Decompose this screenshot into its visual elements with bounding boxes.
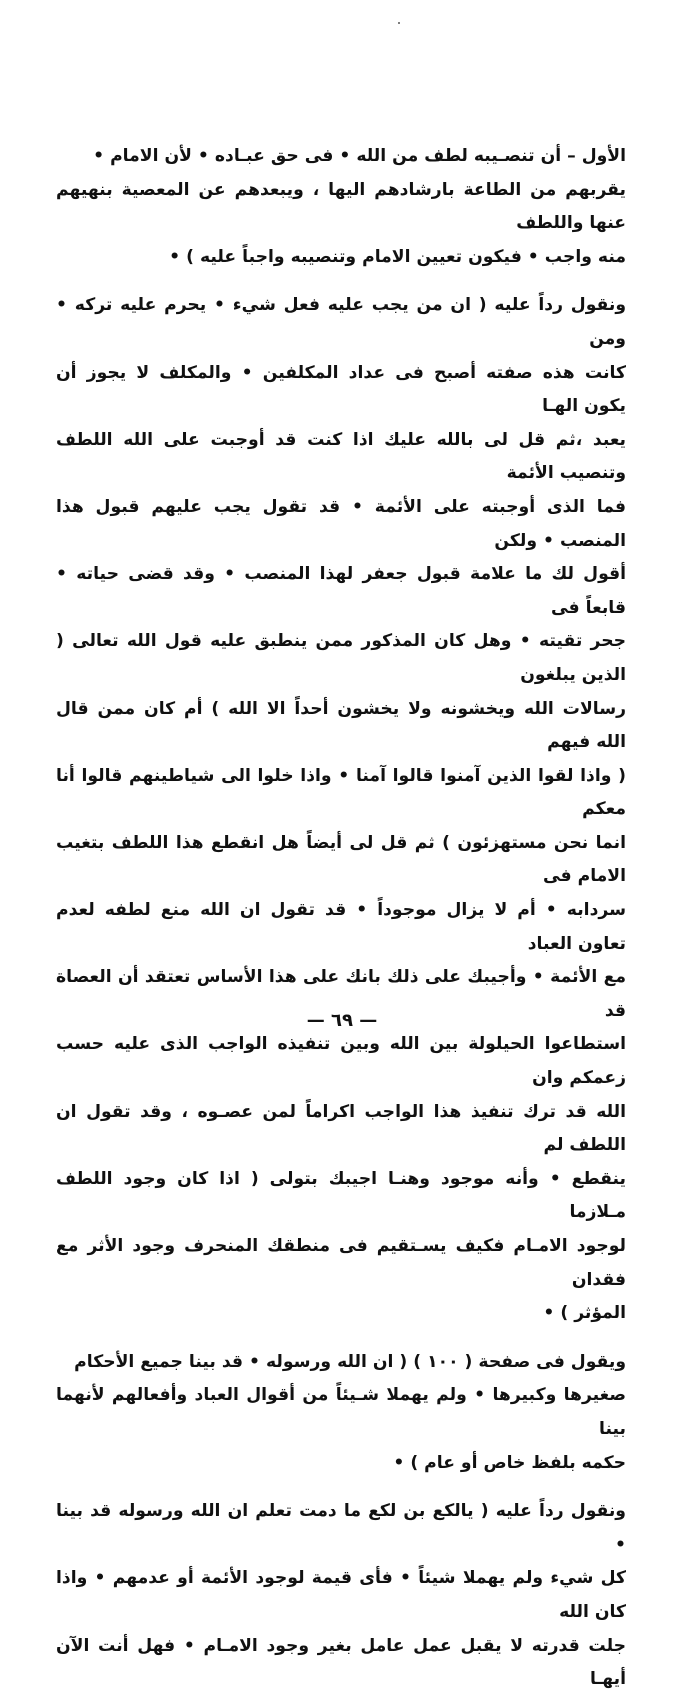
scan-speck <box>398 22 400 24</box>
paragraph-1: الأول – أن تنصـيبه لطف من الله • فى حق عبـاده • لأن الامام • يقربهم من الطاعة بارشادهم اليها ، ويبعدهم عن المعصية بنهيهم عنها واللطف منه واجب • فيكون تعيين الامام وتنصيبه واجباً عليه ) • <box>56 146 626 267</box>
paragraph-3: ويقول فى صفحة ( ١٠٠ ) ( ان الله ورسوله • قد بينا جميع الأحكام صغيرها وكبيرها • ولم يهملا شـيئاً من أقوال العباد وأفعالهم لأنهما بينا حكمه بلفظ خاص أو عام ) • <box>56 1351 626 1473</box>
page-body <box>56 140 626 1697</box>
page-number: — ٦٩ — <box>306 1010 378 1031</box>
paragraph-2: ونقول رداً عليه ( ان من يجب عليه فعل شيء • يحرم عليه تركه • ومن كانت هذه صفته أصبح فى عداد المكلفين • والمكلف لا يجوز أن يكون الهـا يعبد ،ثم قل لى بالله عليك اذا كنت قد أوجبت على الله اللطف وتنصيب الأئمة فما الذى أوجبته على الأئمة • قد تقول يجب عليهم قبول هذا المنصب • ولكن أقول لك ما علامة قبول جعفر لهذا المنصب • وقد قضى حياته • قابعاً فى جحر تقيته • وهل كان المذكور ممن ينطبق عليه قول الله تعالى ( الذين يبلغون رسالات الله ويخشونه ولا يخشون أحداً الا الله ) أم كان ممن قال الله فيهم ( واذا لقوا الذين آمنوا قالوا آمنا • واذا خلوا الى شياطينهم قالوا أنا معكم انما نحن مستهزئون ) ثم قل لى أيضاً هل انقطع هذا اللطف بتغيب الامام فى سردابه • أم لا يزال موجوداً • قد تقول ان الله منع لطفه لعدم تعاون العباد مع الأئمة • وأجيبك على ذلك بانك على هذا الأساس تعتقد أن العصاة قد استطاعوا الحيلولة بين الله وبين تنفيذه الواجب الذى عليه حسب زعمكم وان الله قد ترك تنفيذ هذا الواجب اكراماً لمن عصـوه ، وقد تقول ان اللطف لم ينقطع • وأنه موجود وهنـا اجيبك بتولى ( اذا كان وجود اللطف مـلازما لوجود الامـام فكيف يسـتقيم فى منطقك المنحرف وجود الأثر مع فقدان المؤثر ) • <box>56 295 626 1324</box>
paragraph-4: ونقول رداً عليه ( يالكع بن لكع ما دمت تعلم ان الله ورسوله قد بينا • كل شيء ولم يهملا شيئاً • فأى قيمة لوجود الأئمة أو عدمهم • واذا كان الله جلت قدرته لا يقبل عمل عامل بغير وجود الامـام • فهل أنت الآن أيهـا <box>56 1501 626 1690</box>
